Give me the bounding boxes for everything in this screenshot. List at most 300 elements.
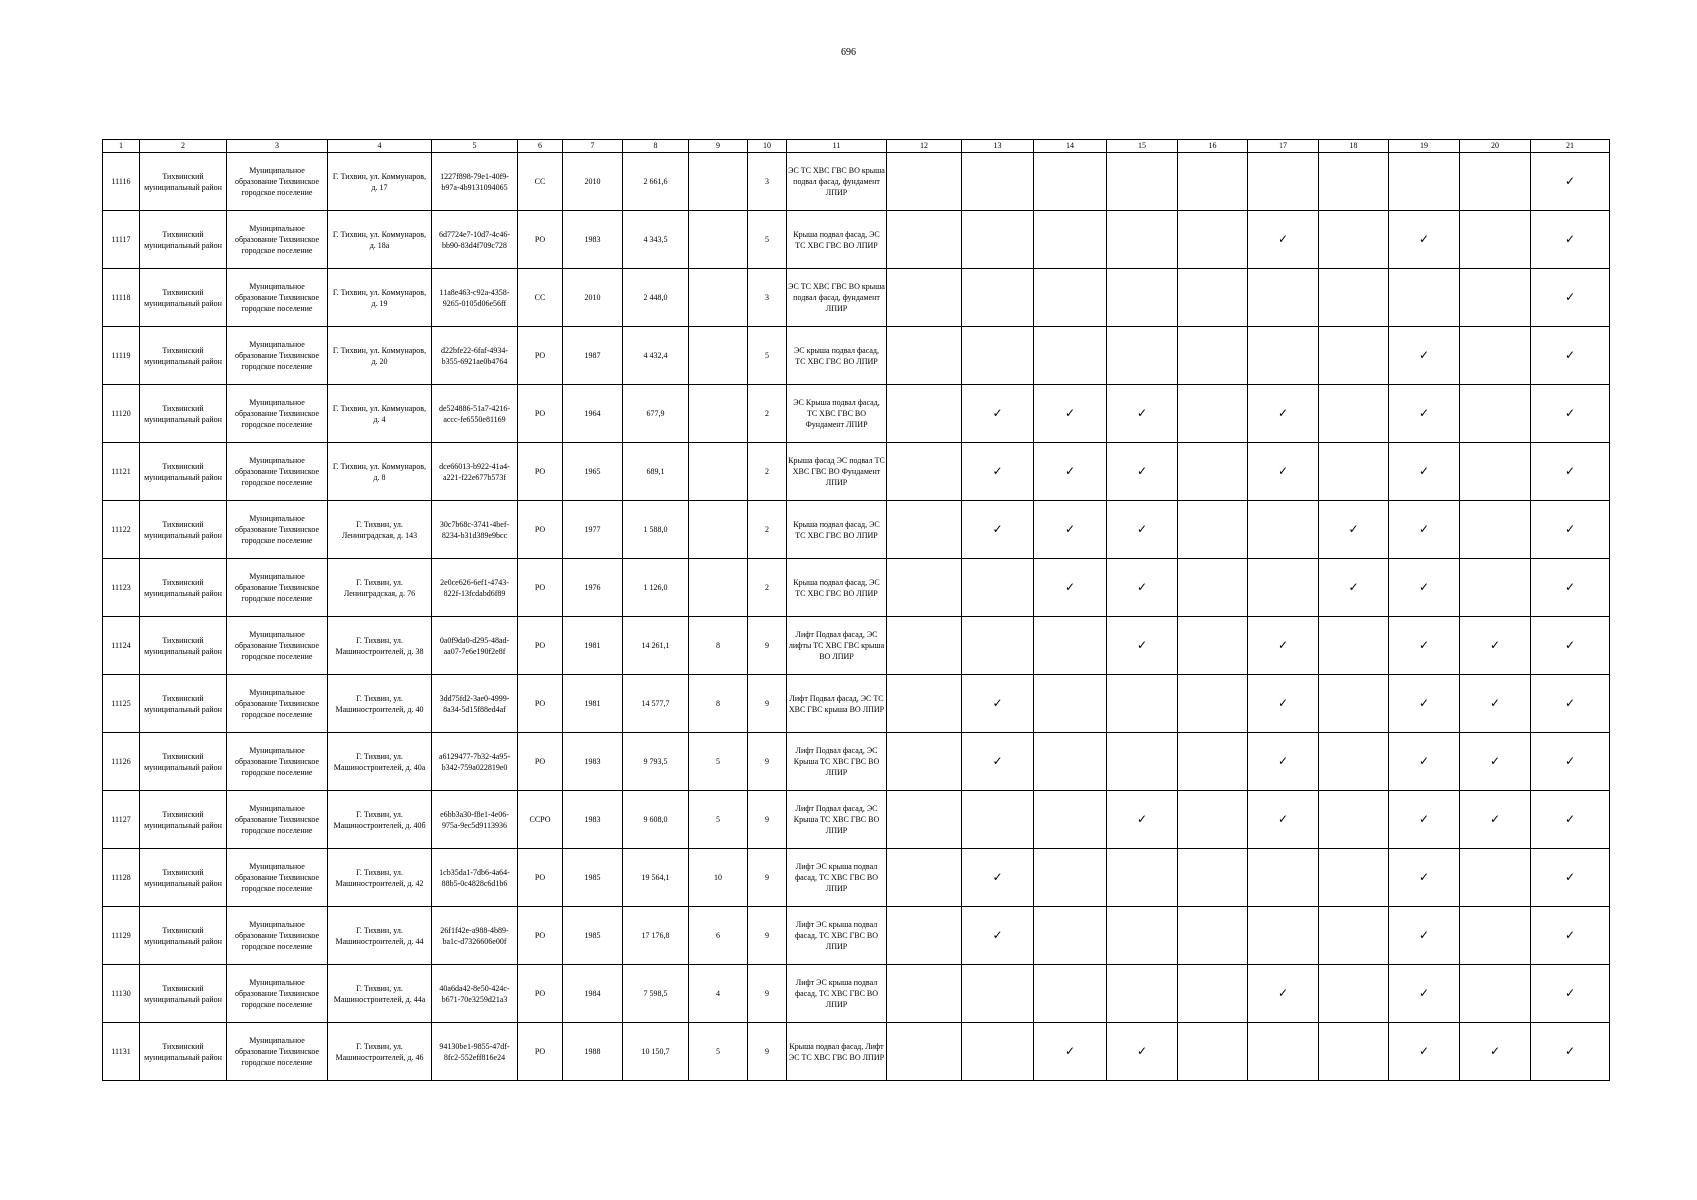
cell-col-21: [1531, 327, 1610, 385]
cell-col-4: Г. Тихвин, ул. Коммунаров, д. 8: [328, 443, 432, 501]
cell-col-2: Тихвинский муниципальный район: [140, 617, 227, 675]
check-mark-icon: ✓: [1136, 811, 1148, 826]
cell-col-2: Тихвинский муниципальный район: [140, 153, 227, 211]
cell-col-14: [1034, 1023, 1107, 1081]
cell-col-6: РО: [518, 849, 563, 907]
cell-col-4: Г. Тихвин, ул. Машиностроителей, д. 44: [328, 907, 432, 965]
cell-col-10: 9: [748, 617, 787, 675]
cell-col-6: ССРО: [518, 791, 563, 849]
cell-col-16: [1178, 327, 1248, 385]
check-mark-icon: ✓: [1277, 695, 1289, 710]
cell-col-12: [887, 1023, 962, 1081]
cell-col-18: [1319, 907, 1389, 965]
check-mark-icon: ✓: [1564, 521, 1576, 536]
cell-col-4: Г. Тихвин, ул. Машиностроителей, д. 40а: [328, 733, 432, 791]
cell-col-13: [962, 501, 1034, 559]
cell-col-21: [1531, 791, 1610, 849]
cell-col-13: [962, 791, 1034, 849]
cell-col-5: 11a8e463-c92a-4358-9265-0105d06e56ff: [432, 269, 518, 327]
cell-col-13: [962, 385, 1034, 443]
cell-col-9: [689, 385, 748, 443]
cell-col-7: 1985: [563, 849, 623, 907]
cell-col-16: [1178, 385, 1248, 443]
cell-col-15: [1107, 501, 1178, 559]
cell-col-11: Лифт Подвал фасад, ЭС Крыша ТС ХВС ГВС ВО ЛПИР: [787, 733, 887, 791]
cell-col-16: [1178, 675, 1248, 733]
cell-col-5: 6d7724e7-10d7-4c46-bb90-83d4f709c728: [432, 211, 518, 269]
page-number: 696: [841, 47, 856, 58]
table-header: [103, 140, 1610, 153]
cell-col-9: 8: [689, 675, 748, 733]
cell-col-19: [1389, 907, 1460, 965]
cell-col-2: Тихвинский муниципальный район: [140, 443, 227, 501]
cell-col-17: [1248, 153, 1319, 211]
cell-col-1: 11130: [103, 965, 140, 1023]
cell-col-6: СС: [518, 269, 563, 327]
check-mark-icon: ✓: [1277, 637, 1289, 652]
cell-col-4: Г. Тихвин, ул. Машиностроителей, д. 46: [328, 1023, 432, 1081]
cell-col-6: РО: [518, 733, 563, 791]
check-mark-icon: ✓: [1489, 1043, 1501, 1058]
cell-col-20: [1460, 675, 1531, 733]
cell-col-18: [1319, 559, 1389, 617]
column-header-16: 16: [1178, 140, 1248, 153]
table-row: [103, 211, 1610, 269]
check-mark-icon: ✓: [1418, 1043, 1430, 1058]
table-row: [103, 733, 1610, 791]
cell-col-16: [1178, 965, 1248, 1023]
cell-col-9: 4: [689, 965, 748, 1023]
cell-col-17: [1248, 617, 1319, 675]
cell-col-9: 8: [689, 617, 748, 675]
check-mark-icon: ✓: [992, 405, 1003, 420]
cell-col-4: Г. Тихвин, ул. Машиностроителей, д. 42: [328, 849, 432, 907]
check-mark-icon: ✓: [1564, 463, 1576, 478]
cell-col-8: 9 608,0: [623, 791, 689, 849]
cell-col-3: Муниципальное образование Тихвинское городское поселение: [227, 675, 328, 733]
cell-col-15: [1107, 443, 1178, 501]
cell-col-7: 1965: [563, 443, 623, 501]
cell-col-3: Муниципальное образование Тихвинское городское поселение: [227, 385, 328, 443]
cell-col-4: Г. Тихвин, ул. Машиностроителей, д. 44а: [328, 965, 432, 1023]
cell-col-8: 10 150,7: [623, 1023, 689, 1081]
cell-col-11: Крыша подвал фасад, ЭС ТС ХВС ГВС ВО ЛПИР: [787, 501, 887, 559]
cell-col-11: Крыша подвал фасад, Лифт ЭС ТС ХВС ГВС ВО ЛПИР: [787, 1023, 887, 1081]
cell-col-12: [887, 269, 962, 327]
cell-col-19: [1389, 559, 1460, 617]
cell-col-9: 10: [689, 849, 748, 907]
building-registry-table: [102, 139, 1610, 1081]
table-row: [103, 1023, 1610, 1081]
cell-col-10: 9: [748, 791, 787, 849]
cell-col-19: [1389, 501, 1460, 559]
cell-col-18: [1319, 327, 1389, 385]
cell-col-15: [1107, 675, 1178, 733]
cell-col-13: [962, 1023, 1034, 1081]
cell-col-6: РО: [518, 385, 563, 443]
cell-col-19: [1389, 211, 1460, 269]
cell-col-3: Муниципальное образование Тихвинское городское поселение: [227, 559, 328, 617]
cell-col-21: [1531, 675, 1610, 733]
cell-col-19: [1389, 269, 1460, 327]
cell-col-2: Тихвинский муниципальный район: [140, 791, 227, 849]
cell-col-9: 6: [689, 907, 748, 965]
check-mark-icon: ✓: [1064, 1043, 1076, 1058]
cell-col-20: [1460, 385, 1531, 443]
cell-col-8: 14 261,1: [623, 617, 689, 675]
cell-col-9: [689, 153, 748, 211]
column-header-11: 11: [787, 140, 887, 153]
cell-col-18: [1319, 385, 1389, 443]
cell-col-20: [1460, 211, 1531, 269]
cell-col-21: [1531, 965, 1610, 1023]
cell-col-16: [1178, 559, 1248, 617]
cell-col-8: 4 343,5: [623, 211, 689, 269]
column-header-19: 19: [1389, 140, 1460, 153]
cell-col-21: [1531, 733, 1610, 791]
cell-col-7: 1981: [563, 617, 623, 675]
cell-col-3: Муниципальное образование Тихвинское городское поселение: [227, 965, 328, 1023]
cell-col-3: Муниципальное образование Тихвинское городское поселение: [227, 327, 328, 385]
check-mark-icon: ✓: [1564, 985, 1576, 1000]
cell-col-2: Тихвинский муниципальный район: [140, 675, 227, 733]
cell-col-21: [1531, 153, 1610, 211]
cell-col-5: de524886-51a7-4216-accc-fe6550e81169: [432, 385, 518, 443]
check-mark-icon: ✓: [1418, 231, 1430, 246]
check-mark-icon: ✓: [1564, 405, 1576, 420]
cell-col-20: [1460, 791, 1531, 849]
cell-col-17: [1248, 1023, 1319, 1081]
cell-col-17: [1248, 791, 1319, 849]
cell-col-21: [1531, 617, 1610, 675]
check-mark-icon: ✓: [1136, 579, 1148, 594]
cell-col-13: [962, 617, 1034, 675]
check-mark-icon: ✓: [1489, 637, 1501, 652]
cell-col-16: [1178, 733, 1248, 791]
column-header-18: 18: [1319, 140, 1389, 153]
cell-col-8: 17 176,8: [623, 907, 689, 965]
cell-col-21: [1531, 211, 1610, 269]
cell-col-8: 7 598,5: [623, 965, 689, 1023]
cell-col-18: [1319, 733, 1389, 791]
cell-col-19: [1389, 327, 1460, 385]
cell-col-17: [1248, 907, 1319, 965]
check-mark-icon: ✓: [1136, 637, 1148, 652]
cell-col-11: Крыша подвал фасад, ЭС ТС ХВС ГВС ВО ЛПИР: [787, 211, 887, 269]
table-row: [103, 965, 1610, 1023]
column-header-1: 1: [103, 140, 140, 153]
cell-col-15: [1107, 559, 1178, 617]
cell-col-1: 11117: [103, 211, 140, 269]
cell-col-11: ЭС ТС ХВС ГВС ВО крыша подвал фасад, фундамент ЛПИР: [787, 153, 887, 211]
cell-col-10: 9: [748, 907, 787, 965]
cell-col-14: [1034, 269, 1107, 327]
cell-col-11: Лифт ЭС крыша подвал фасад, ТС ХВС ГВС ВО ЛПИР: [787, 965, 887, 1023]
cell-col-10: 9: [748, 675, 787, 733]
cell-col-18: [1319, 501, 1389, 559]
cell-col-8: 2 661,6: [623, 153, 689, 211]
cell-col-20: [1460, 1023, 1531, 1081]
cell-col-5: 26f1f42e-a988-4b89-ba1c-d7326606e00f: [432, 907, 518, 965]
table-row: [103, 443, 1610, 501]
check-mark-icon: ✓: [1064, 579, 1076, 594]
cell-col-8: 689,1: [623, 443, 689, 501]
cell-col-3: Муниципальное образование Тихвинское городское поселение: [227, 849, 328, 907]
check-mark-icon: ✓: [1418, 347, 1430, 362]
check-mark-icon: ✓: [1064, 405, 1076, 420]
cell-col-7: 1983: [563, 211, 623, 269]
cell-col-14: [1034, 617, 1107, 675]
cell-col-13: [962, 153, 1034, 211]
cell-col-10: 9: [748, 733, 787, 791]
cell-col-5: 3dd75fd2-3ae0-4999-8a34-5d15f88ed4af: [432, 675, 518, 733]
table-row: [103, 153, 1610, 211]
cell-col-15: [1107, 617, 1178, 675]
cell-col-19: [1389, 965, 1460, 1023]
cell-col-19: [1389, 617, 1460, 675]
cell-col-20: [1460, 501, 1531, 559]
cell-col-18: [1319, 965, 1389, 1023]
table-row: [103, 501, 1610, 559]
cell-col-2: Тихвинский муниципальный район: [140, 1023, 227, 1081]
cell-col-13: [962, 675, 1034, 733]
cell-col-6: РО: [518, 443, 563, 501]
check-mark-icon: ✓: [992, 753, 1003, 768]
cell-col-11: Лифт Подвал фасад, ЭС ТС ХВС ГВС крыша ВО ЛПИР: [787, 675, 887, 733]
check-mark-icon: ✓: [1277, 753, 1289, 768]
check-mark-icon: ✓: [1564, 869, 1576, 884]
cell-col-14: [1034, 559, 1107, 617]
cell-col-12: [887, 617, 962, 675]
cell-col-17: [1248, 501, 1319, 559]
cell-col-2: Тихвинский муниципальный район: [140, 733, 227, 791]
check-mark-icon: ✓: [1418, 637, 1430, 652]
check-mark-icon: ✓: [1418, 695, 1430, 710]
cell-col-13: [962, 443, 1034, 501]
cell-col-10: 5: [748, 211, 787, 269]
cell-col-7: 1988: [563, 1023, 623, 1081]
column-header-12: 12: [887, 140, 962, 153]
cell-col-20: [1460, 559, 1531, 617]
check-mark-icon: ✓: [1564, 347, 1576, 362]
cell-col-7: 2010: [563, 269, 623, 327]
cell-col-12: [887, 559, 962, 617]
check-mark-icon: ✓: [1489, 695, 1501, 710]
cell-col-20: [1460, 327, 1531, 385]
cell-col-15: [1107, 907, 1178, 965]
cell-col-16: [1178, 791, 1248, 849]
cell-col-10: 2: [748, 385, 787, 443]
cell-col-3: Муниципальное образование Тихвинское городское поселение: [227, 443, 328, 501]
check-mark-icon: ✓: [1136, 405, 1148, 420]
cell-col-2: Тихвинский муниципальный район: [140, 211, 227, 269]
check-mark-icon: ✓: [1348, 521, 1359, 536]
cell-col-10: 2: [748, 443, 787, 501]
cell-col-9: 5: [689, 791, 748, 849]
cell-col-12: [887, 153, 962, 211]
table-body: [103, 153, 1610, 1081]
cell-col-7: 2010: [563, 153, 623, 211]
cell-col-14: [1034, 849, 1107, 907]
cell-col-5: 1cb35da1-7db6-4a64-88b5-0c4828c6d1b6: [432, 849, 518, 907]
check-mark-icon: ✓: [1564, 927, 1576, 942]
cell-col-17: [1248, 559, 1319, 617]
cell-col-7: 1983: [563, 791, 623, 849]
cell-col-14: [1034, 385, 1107, 443]
cell-col-8: 14 577,7: [623, 675, 689, 733]
cell-col-5: 30c7b68c-3741-4bef-8234-b31d389e9bcc: [432, 501, 518, 559]
cell-col-16: [1178, 211, 1248, 269]
cell-col-10: 3: [748, 153, 787, 211]
cell-col-12: [887, 965, 962, 1023]
cell-col-18: [1319, 443, 1389, 501]
cell-col-21: [1531, 269, 1610, 327]
cell-col-12: [887, 443, 962, 501]
cell-col-6: РО: [518, 907, 563, 965]
column-header-10: 10: [748, 140, 787, 153]
cell-col-1: 11122: [103, 501, 140, 559]
cell-col-2: Тихвинский муниципальный район: [140, 385, 227, 443]
cell-col-20: [1460, 617, 1531, 675]
cell-col-21: [1531, 1023, 1610, 1081]
table-row: [103, 791, 1610, 849]
cell-col-3: Муниципальное образование Тихвинское городское поселение: [227, 907, 328, 965]
cell-col-12: [887, 849, 962, 907]
check-mark-icon: ✓: [1277, 231, 1289, 246]
cell-col-9: 5: [689, 1023, 748, 1081]
cell-col-17: [1248, 327, 1319, 385]
cell-col-6: РО: [518, 617, 563, 675]
cell-col-16: [1178, 1023, 1248, 1081]
cell-col-6: РО: [518, 675, 563, 733]
cell-col-13: [962, 327, 1034, 385]
cell-col-18: [1319, 211, 1389, 269]
cell-col-14: [1034, 211, 1107, 269]
cell-col-20: [1460, 907, 1531, 965]
check-mark-icon: ✓: [1564, 173, 1576, 188]
cell-col-2: Тихвинский муниципальный район: [140, 559, 227, 617]
cell-col-16: [1178, 501, 1248, 559]
cell-col-18: [1319, 675, 1389, 733]
check-mark-icon: ✓: [1418, 463, 1430, 478]
cell-col-1: 11125: [103, 675, 140, 733]
cell-col-4: Г. Тихвин, ул. Машиностроителей, д. 40б: [328, 791, 432, 849]
cell-col-13: [962, 965, 1034, 1023]
cell-col-14: [1034, 327, 1107, 385]
cell-col-19: [1389, 385, 1460, 443]
check-mark-icon: ✓: [1564, 1043, 1576, 1058]
cell-col-19: [1389, 1023, 1460, 1081]
cell-col-17: [1248, 269, 1319, 327]
cell-col-20: [1460, 849, 1531, 907]
check-mark-icon: ✓: [1564, 579, 1576, 594]
check-mark-icon: ✓: [1564, 753, 1576, 768]
cell-col-15: [1107, 965, 1178, 1023]
cell-col-5: 40a6da42-8e50-424c-b671-70e3259d21a3: [432, 965, 518, 1023]
cell-col-6: РО: [518, 1023, 563, 1081]
table-row: [103, 849, 1610, 907]
cell-col-13: [962, 211, 1034, 269]
cell-col-7: 1987: [563, 327, 623, 385]
cell-col-1: 11128: [103, 849, 140, 907]
check-mark-icon: ✓: [992, 695, 1003, 710]
cell-col-18: [1319, 849, 1389, 907]
cell-col-21: [1531, 443, 1610, 501]
check-mark-icon: ✓: [992, 521, 1003, 536]
check-mark-icon: ✓: [1489, 753, 1501, 768]
table-row: [103, 675, 1610, 733]
cell-col-7: 1976: [563, 559, 623, 617]
cell-col-9: [689, 269, 748, 327]
check-mark-icon: ✓: [1489, 811, 1501, 826]
check-mark-icon: ✓: [1136, 1043, 1148, 1058]
cell-col-16: [1178, 617, 1248, 675]
table-row: [103, 385, 1610, 443]
cell-col-3: Муниципальное образование Тихвинское городское поселение: [227, 501, 328, 559]
cell-col-6: СС: [518, 153, 563, 211]
cell-col-11: Крыша подвал фасад, ЭС ТС ХВС ГВС ВО ЛПИР: [787, 559, 887, 617]
cell-col-14: [1034, 965, 1107, 1023]
cell-col-1: 11123: [103, 559, 140, 617]
cell-col-7: 1964: [563, 385, 623, 443]
cell-col-6: РО: [518, 327, 563, 385]
cell-col-18: [1319, 269, 1389, 327]
cell-col-18: [1319, 153, 1389, 211]
check-mark-icon: ✓: [1564, 289, 1576, 304]
cell-col-4: Г. Тихвин, ул. Ленинградская, д. 143: [328, 501, 432, 559]
cell-col-6: РО: [518, 965, 563, 1023]
cell-col-13: [962, 907, 1034, 965]
column-header-6: 6: [518, 140, 563, 153]
cell-col-20: [1460, 443, 1531, 501]
cell-col-1: 11131: [103, 1023, 140, 1081]
cell-col-11: Лифт ЭС крыша подвал фасад, ТС ХВС ГВС ВО ЛПИР: [787, 849, 887, 907]
cell-col-17: [1248, 675, 1319, 733]
cell-col-20: [1460, 269, 1531, 327]
cell-col-4: Г. Тихвин, ул. Ленинградская, д. 76: [328, 559, 432, 617]
cell-col-12: [887, 501, 962, 559]
column-header-4: 4: [328, 140, 432, 153]
cell-col-12: [887, 791, 962, 849]
cell-col-1: 11120: [103, 385, 140, 443]
column-header-17: 17: [1248, 140, 1319, 153]
cell-col-17: [1248, 733, 1319, 791]
cell-col-4: Г. Тихвин, ул. Коммунаров, д. 20: [328, 327, 432, 385]
cell-col-10: 2: [748, 559, 787, 617]
cell-col-11: Лифт ЭС крыша подвал фасад, ТС ХВС ГВС ВО ЛПИР: [787, 907, 887, 965]
cell-col-3: Муниципальное образование Тихвинское городское поселение: [227, 617, 328, 675]
cell-col-6: РО: [518, 211, 563, 269]
cell-col-6: РО: [518, 559, 563, 617]
cell-col-10: 9: [748, 849, 787, 907]
cell-col-13: [962, 269, 1034, 327]
cell-col-20: [1460, 965, 1531, 1023]
cell-col-13: [962, 559, 1034, 617]
check-mark-icon: ✓: [1418, 985, 1430, 1000]
cell-col-4: Г. Тихвин, ул. Машиностроителей, д. 40: [328, 675, 432, 733]
check-mark-icon: ✓: [1418, 753, 1430, 768]
cell-col-10: 3: [748, 269, 787, 327]
cell-col-15: [1107, 327, 1178, 385]
cell-col-10: 5: [748, 327, 787, 385]
cell-col-5: 0a0f9da0-d295-48ad-aa07-7e6e190f2e8f: [432, 617, 518, 675]
check-mark-icon: ✓: [1564, 637, 1576, 652]
cell-col-21: [1531, 501, 1610, 559]
cell-col-14: [1034, 501, 1107, 559]
cell-col-5: a6129477-7b32-4a95-b342-759a022819e0: [432, 733, 518, 791]
cell-col-11: ЭС крыша подвал фасад, ТС ХВС ГВС ВО ЛПИР: [787, 327, 887, 385]
cell-col-13: [962, 733, 1034, 791]
